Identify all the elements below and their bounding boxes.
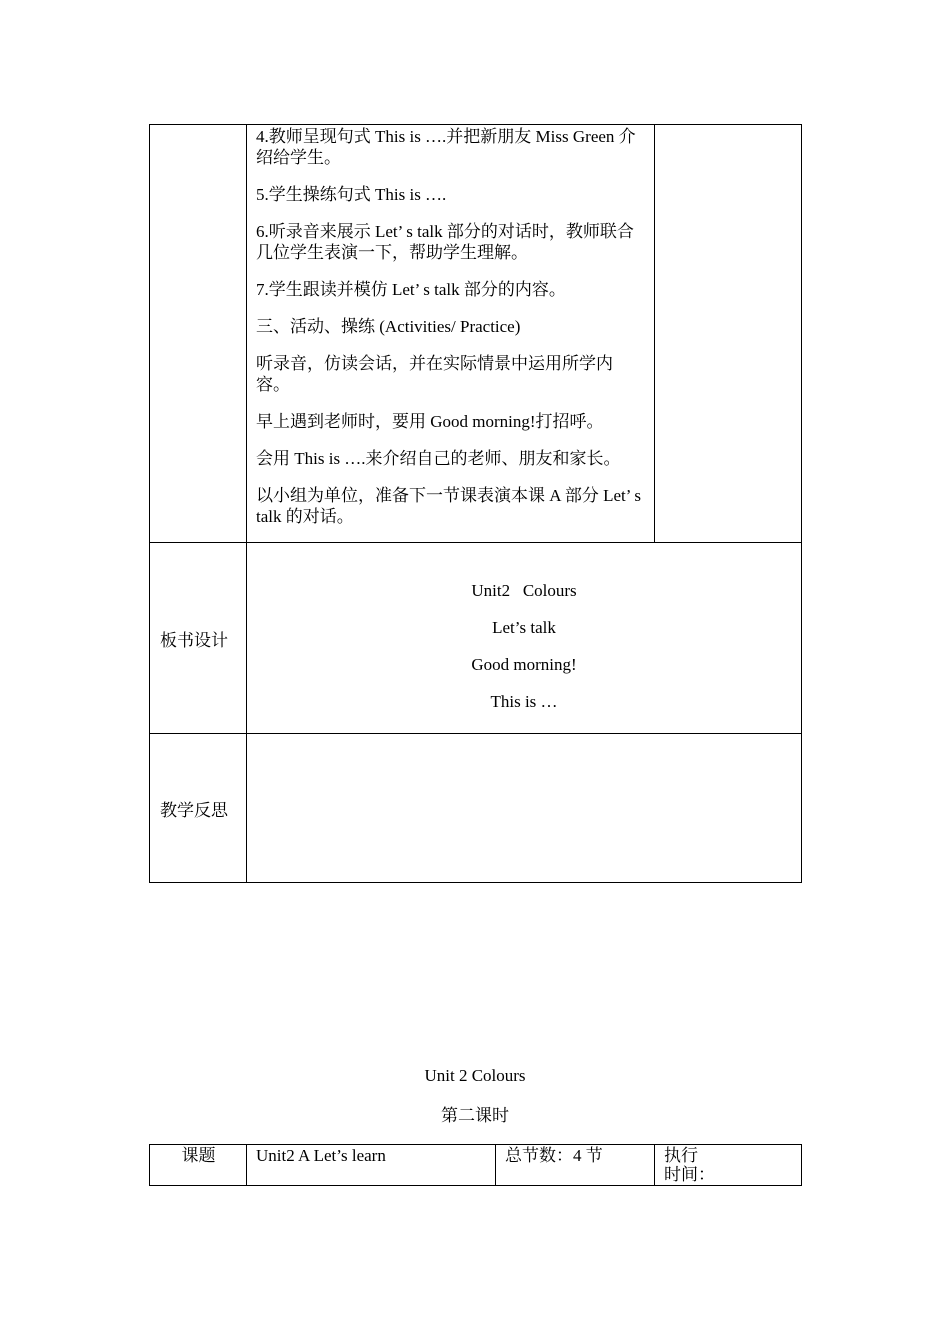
reflection-label: 教学反思 [150,734,247,883]
lesson-plan-table [149,124,802,883]
execution-time: 执行 时间： [655,1145,802,1186]
procedure-cell [247,125,655,543]
procedure-notes-cell [655,125,802,543]
reflection-cell [247,734,802,883]
board-design-cell [247,543,802,734]
board-line: This is … [490,692,558,711]
procedure-line: 7.学生跟读并模仿 Let’ s talk 部分的内容。 [256,280,566,299]
procedure-line: 5.学生操练句式 This is …. [256,185,447,204]
board-design-row [150,543,802,734]
total-periods: 总节数：4 节 [496,1145,655,1186]
procedure-line: 三、活动、操练 (Activities/ Practice) [256,317,521,336]
topic-label: 课题 [150,1145,247,1186]
lesson-header-row [150,1145,802,1186]
board-line: Unit2 Colours [471,581,577,600]
procedure-line: 4.教师呈现句式 This is ….并把新朋友 Miss Green 介绍给学生。 [256,127,636,167]
topic-value: Unit2 A Let’s learn [247,1145,496,1186]
section-title: Unit 2 Colours [424,1066,526,1085]
procedure-line: 听录音，仿读会话，并在实际情景中运用所学内容。 [256,354,613,394]
board-line: Good morning! [471,655,577,674]
procedure-row [150,125,802,543]
procedure-line: 会用 This is ….来介绍自己的老师、朋友和家长。 [256,449,621,468]
procedure-line: 早上遇到老师时，要用 Good morning!打招呼。 [256,412,604,431]
section-subtitle: 第二课时 [441,1106,509,1125]
procedure-line: 以小组为单位，准备下一节课表演本课 A 部分 Let’ s talk 的对话。 [256,486,642,526]
lesson-header-table [149,1144,802,1186]
board-line: Let’s talk [492,618,556,637]
procedure-line: 6.听录音来展示 Let’ s talk 部分的对话时，教师联合几位学生表演一下，帮助学生理解。 [256,222,634,262]
reflection-row [150,734,802,883]
procedure-label-cell [150,125,247,543]
board-design-label: 板书设计 [150,543,247,734]
